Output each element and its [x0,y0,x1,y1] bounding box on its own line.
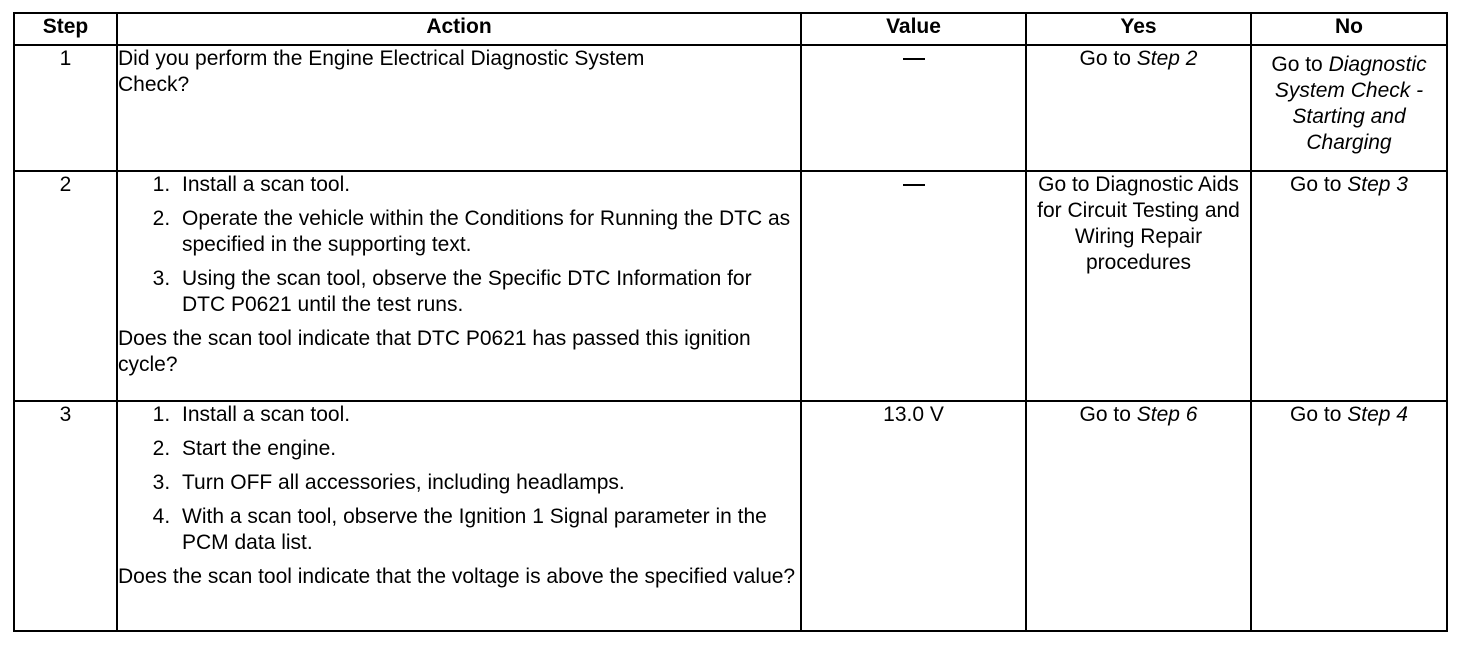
no-prefix: Go to [1271,53,1329,76]
no-prefix: Go to [1290,403,1348,426]
action-step-item: 1. Install a scan tool. [176,402,800,428]
no-cell [1251,171,1447,401]
action-step-item: 2. Start the engine. [176,436,800,462]
value-cell [801,171,1026,401]
action-question: Does the scan tool indicate that the voltage is above the specified value? [118,565,796,588]
table-row [14,45,1447,171]
no-prefix: Go to [1290,173,1348,196]
action-cell [117,171,801,401]
value-dash [903,58,925,60]
value-cell [801,45,1026,171]
yes-cell [1026,45,1251,171]
table-header [14,13,1447,45]
table-row [14,171,1447,401]
step-number: 3 [14,401,117,631]
no-link[interactable]: Diagnostic System Check - Starting and Charging [1274,53,1427,154]
action-step-item: 4. With a scan tool, observe the Ignition 1 Signal parameter in the PCM data list. [176,504,800,556]
yes-cell [1026,401,1251,631]
diagnostic-table [13,12,1448,632]
no-cell [1251,45,1447,171]
value-cell: 13.0 V [801,401,1026,631]
action-question: Does the scan tool indicate that DTC P0621 has passed this ignition cycle? [118,327,751,376]
action-step-item: 2. Operate the vehicle within the Conditions for Running the DTC as specified in the supporting text. [176,206,800,258]
yes-link[interactable]: Step 6 [1136,403,1198,426]
no-link[interactable]: Step 3 [1347,173,1408,196]
header-row [14,13,1447,45]
yes-text[interactable]: Go to Diagnostic Aids for Circuit Testing and Wiring Repair procedures [1037,173,1240,274]
table-row [14,401,1447,631]
header-no: No [1251,13,1447,45]
action-cell [117,401,801,631]
yes-link[interactable]: Step 2 [1136,47,1198,70]
action-step-item: 1. Install a scan tool. [176,172,800,198]
header-step: Step [14,13,117,45]
no-link[interactable]: Step 4 [1347,403,1408,426]
yes-prefix: Go to [1079,47,1137,70]
step-number: 2 [14,171,117,401]
action-steps [118,402,800,556]
header-yes: Yes [1026,13,1251,45]
step-number: 1 [14,45,117,171]
no-cell [1251,401,1447,631]
yes-prefix: Go to [1079,403,1137,426]
value-dash [903,184,925,186]
yes-cell [1026,171,1251,401]
action-step-item: 3. Turn OFF all accessories, including headlamps. [176,470,800,496]
header-value: Value [801,13,1026,45]
action-cell [117,45,801,171]
header-action: Action [117,13,801,45]
action-text: Did you perform the Engine Electrical Diagnostic System Check? [118,47,645,96]
action-steps [118,172,800,318]
action-step-item: 3. Using the scan tool, observe the Specific DTC Information for DTC P0621 until the test runs. [176,266,800,318]
